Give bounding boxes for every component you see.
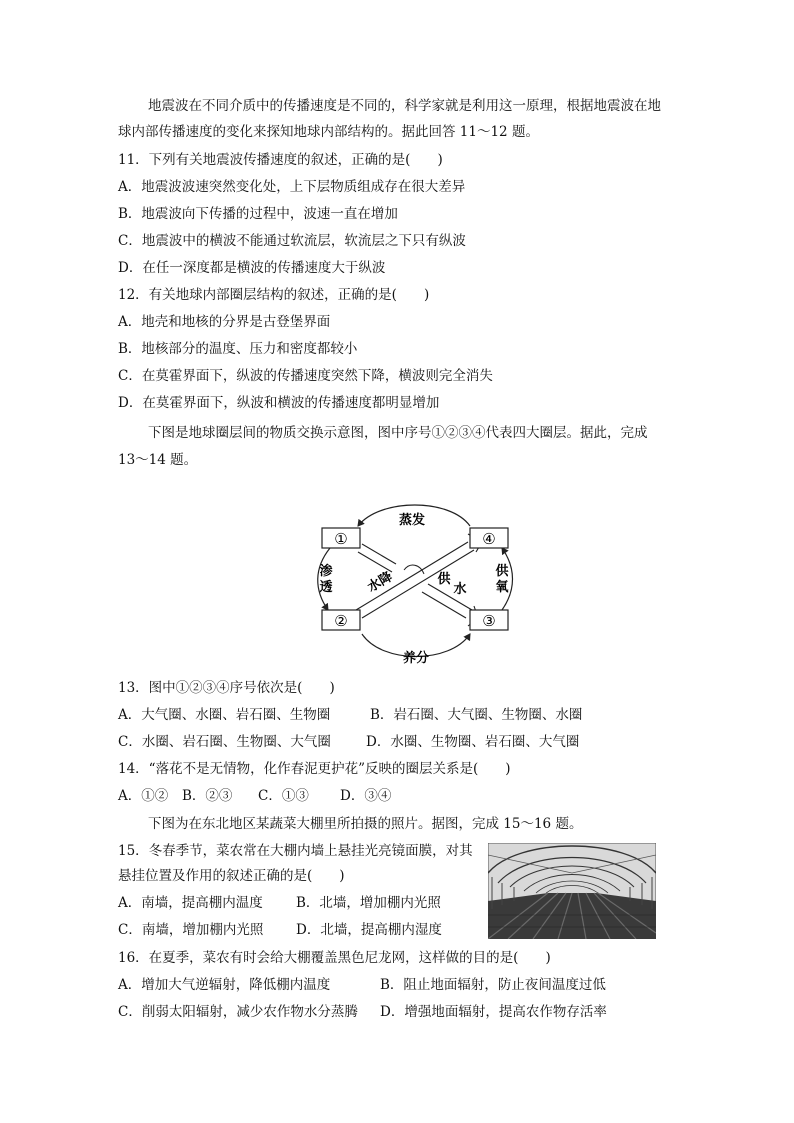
oxygen-arrow — [502, 548, 513, 610]
q11-option-a: A．地震波波速突然变化处，上下层物质组成存在很大差异 — [118, 179, 466, 195]
q15-stem-line2: 悬挂位置及作用的叙述正确的是( ) — [118, 868, 345, 884]
infiltration-label-1: 渗 — [319, 564, 333, 579]
q15-option-c: C．南墙，增加棚内光照 — [118, 922, 264, 938]
q13-option-c: C．水圈、岩石圈、生物圈、大气圈 — [118, 734, 331, 750]
intro2-line1: 下图是地球圈层间的物质交换示意图，图中序号①②③④代表四大圈层。据此，完成 — [148, 425, 648, 441]
q12-option-c: C．在莫霍界面下，纵波的传播速度突然下降，横波则完全消失 — [118, 368, 493, 384]
nutrient-label: 养分 — [402, 651, 430, 666]
box-2-label: ② — [334, 612, 348, 630]
q13-option-b: B．岩石圈、大气圈、生物圈、水圈 — [370, 707, 583, 723]
q13-stem: 13．图中①②③④序号依次是( ) — [118, 680, 335, 696]
q14-stem: 14．“落花不是无情物，化作春泥更护花”反映的圈层关系是( ) — [118, 761, 511, 777]
intro3-line1: 下图为在东北地区某蔬菜大棚里所拍摄的照片。据图，完成 15～16 题。 — [148, 816, 583, 832]
q15-stem-line1: 15．冬春季节，菜农常在大棚内墙上悬挂光亮镜面膜，对其 — [118, 843, 473, 859]
q15-option-a: A．南墙，提高棚内温度 — [118, 895, 263, 911]
q12-option-b: B．地核部分的温度、压力和密度都较小 — [118, 341, 358, 357]
water-supply-label-2: 水 — [453, 582, 467, 597]
rain-label: 水降 — [365, 569, 396, 596]
q14-option-c: C．①③ — [258, 788, 309, 804]
q12-option-d: D．在莫霍界面下，纵波和横波的传播速度都明显增加 — [118, 395, 440, 411]
oxygen-label-2: 氧 — [495, 580, 509, 595]
q12-option-a: A．地壳和地核的分界是古登堡界面 — [118, 314, 331, 330]
infiltration-label-2: 透 — [319, 580, 333, 595]
greenhouse-photo — [488, 843, 656, 939]
q11-option-d: D．在任一深度都是横波的传播速度大于纵波 — [118, 260, 386, 276]
box-3-label: ③ — [482, 612, 496, 630]
q16-stem: 16．在夏季，菜农有时会给大棚覆盖黑色尼龙网，这样做的目的是( ) — [118, 950, 551, 966]
evaporation-label: 蒸发 — [398, 513, 426, 528]
q11-stem: 11．下列有关地震波传播速度的叙述，正确的是( ) — [118, 152, 443, 168]
q15-option-b: B．北墙，增加棚内光照 — [296, 895, 441, 911]
water-supply-label-1: 供 — [437, 572, 451, 587]
q16-option-c: C．削弱太阳辐射，减少农作物水分蒸腾 — [118, 1004, 358, 1020]
q12-stem: 12．有关地球内部圈层结构的叙述，正确的是( ) — [118, 287, 430, 303]
q16-option-a: A．增加大气逆辐射，降低棚内温度 — [118, 977, 331, 993]
q14-option-a: A．①② — [118, 788, 169, 804]
q13-option-d: D．水圈、生物圈、岩石圈、大气圈 — [366, 734, 580, 750]
q16-option-d: D．增强地面辐射，提高农作物存活率 — [380, 1004, 607, 1020]
infiltration-arrow — [318, 548, 333, 610]
box-4-label: ④ — [482, 530, 496, 548]
diagram-svg — [300, 486, 530, 676]
greenhouse-photo-svg — [488, 843, 656, 939]
q16-option-b: B．阻止地面辐射，防止夜间温度过低 — [380, 977, 606, 993]
q13-option-a: A．大气圈、水圈、岩石圈、生物圈 — [118, 707, 331, 723]
q15-option-d: D．北墙，提高棚内湿度 — [296, 922, 442, 938]
q14-option-b: B．②③ — [182, 788, 233, 804]
q11-option-c: C．地震波中的横波不能通过软流层，软流层之下只有纵波 — [118, 233, 466, 249]
q11-option-b: B．地震波向下传播的过程中，波速一直在增加 — [118, 206, 398, 222]
box-1-label: ① — [334, 530, 348, 548]
intro1-line2: 球内部传播速度的变化来探知地球内部结构的。据此回答 11～12 题。 — [118, 124, 539, 140]
q14-option-d: D．③④ — [340, 788, 392, 804]
intro2-line2: 13～14 题。 — [118, 452, 198, 468]
sphere-exchange-diagram — [300, 486, 530, 676]
intro1-line1: 地震波在不同介质中的传播速度是不同的，科学家就是利用这一原理，根据地震波在地 — [148, 98, 661, 114]
oxygen-label-1: 供 — [495, 564, 509, 579]
